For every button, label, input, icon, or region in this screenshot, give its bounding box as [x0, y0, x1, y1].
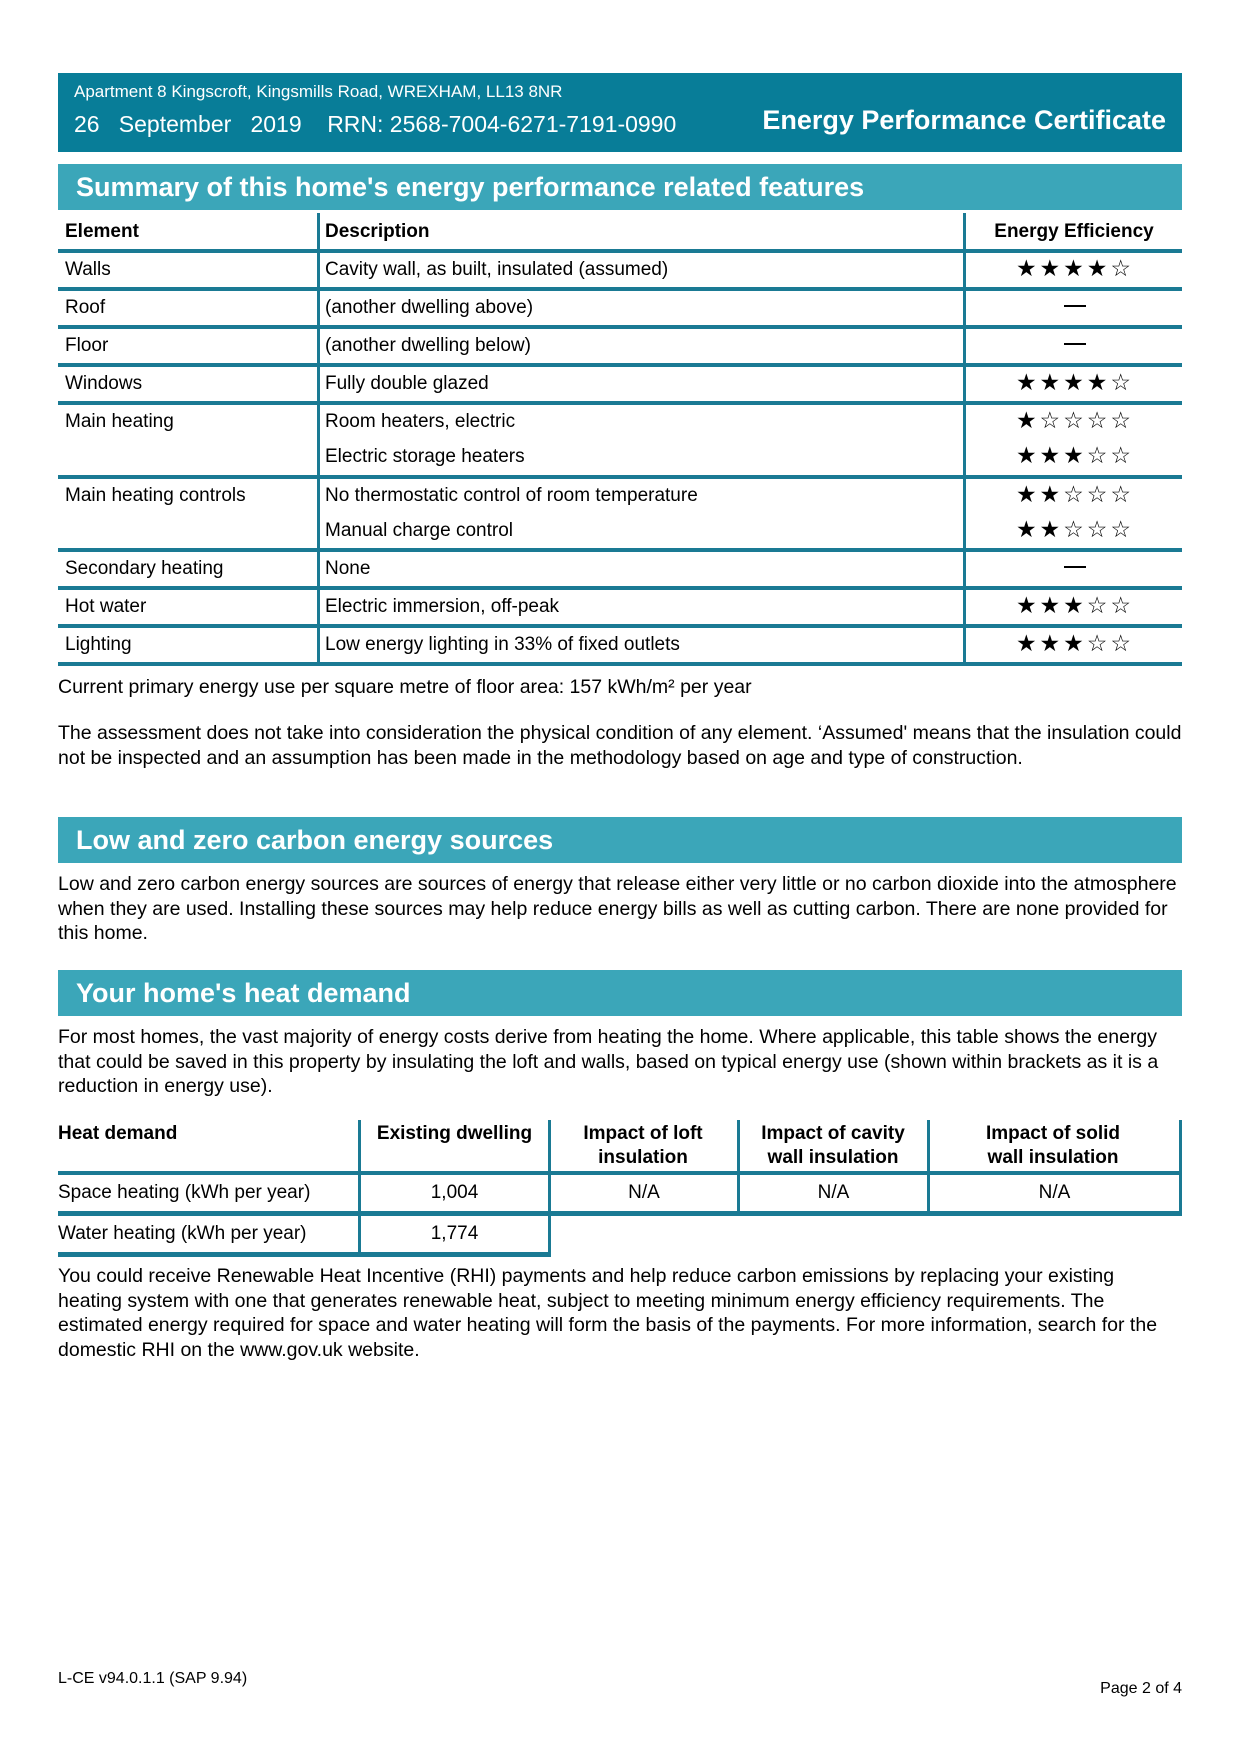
space-heating-loft: N/A: [628, 1182, 660, 1203]
element-main-heating-controls: Main heating controls: [65, 485, 246, 506]
page-number: Page 2 of 4: [1100, 1680, 1182, 1697]
rhi-text: You could receive Renewable Heat Incentive (RHI) payments and help reduce carbon emissions by replacing your existing heating system with one that generates renewable heat, subject to meeting minimum energy efficiency requirements. The estimated energy required for space and water heating will form the basis of the payments. For more information, search for the domestic RHI on the www.gov.uk website.: [58, 1265, 1158, 1361]
not-applicable-dash-icon: [1064, 343, 1086, 345]
column-header-energy-efficiency: Energy Efficiency: [994, 221, 1154, 242]
star-rating-icon: ★☆☆☆☆: [1015, 407, 1135, 433]
space-heating-solid: N/A: [1038, 1182, 1071, 1203]
row-rule: [58, 548, 1182, 552]
features-table: [58, 210, 1182, 670]
description-hot-water: Electric immersion, off-peak: [325, 596, 560, 617]
space-heating-label: Space heating (kWh per year): [58, 1182, 311, 1203]
star-rating-icon: ★★★☆☆: [1015, 630, 1135, 656]
property-address: Apartment 8 Kingscroft, Kingsmills Road, WREXHAM, LL13 8NR: [74, 82, 563, 101]
heat-demand-table: [58, 1118, 1182, 1258]
low-carbon-text: Low and zero carbon energy sources are sources of energy that release either very little or no carbon dioxide into the atmosphere when they are used. Installing these sources may help reduce energy bills as well as cutting carbon. There are none provided for this home.: [58, 873, 1177, 944]
not-applicable-dash-icon: [1064, 305, 1086, 307]
column-divider: [317, 213, 320, 665]
column-divider: [1179, 1120, 1182, 1214]
water-heating-label: Water heating (kWh per year): [58, 1223, 307, 1244]
section-heading-summary: Summary of this home's energy performance related features: [58, 164, 1182, 210]
row-rule: [58, 363, 1182, 367]
description-main-heating-controls-2: Manual charge control: [325, 520, 513, 541]
column-header-heat-demand: Heat demand: [58, 1123, 178, 1144]
row-rule: [58, 401, 1182, 405]
star-rating-icon: ★★★☆☆: [1015, 592, 1135, 618]
row-rule: [58, 586, 1182, 590]
date-day: 26: [74, 111, 100, 137]
column-header-element: Element: [65, 221, 139, 242]
document-title: Energy Performance Certificate: [762, 105, 1166, 135]
description-roof: (another dwelling above): [325, 297, 534, 318]
heat-demand-intro: For most homes, the vast majority of energy costs derive from heating the home. Where applicable, this table shows the energy that could be saved in this property by insulating the loft and walls, based on typical energy use (shown within brackets as it is a reduction in energy use).: [58, 1026, 1159, 1097]
row-rule: [58, 1211, 1182, 1216]
section-heading-low-carbon: Low and zero carbon energy sources: [58, 817, 1182, 863]
row-rule: [58, 287, 1182, 291]
element-lighting: Lighting: [65, 634, 132, 655]
date-month: September: [118, 111, 232, 137]
column-header-solid-wall-insulation: Impact of solid wall insulation: [985, 1123, 1121, 1168]
column-header-description: Description: [325, 221, 430, 242]
star-rating-icon: ★★★★☆: [1015, 255, 1135, 281]
row-rule: [58, 475, 1182, 479]
description-secondary-heating: None: [325, 558, 371, 579]
software-version: L-CE v94.0.1.1 (SAP 9.94): [58, 1670, 248, 1687]
row-rule: [58, 624, 1182, 628]
star-rating-icon: ★★★☆☆: [1015, 442, 1135, 468]
element-roof: Roof: [65, 297, 106, 318]
star-rating-icon: ★★☆☆☆: [1015, 481, 1135, 507]
element-floor: Floor: [65, 335, 109, 356]
column-header-cavity-wall-insulation: Impact of cavity wall insulation: [761, 1123, 905, 1168]
description-main-heating-1: Room heaters, electric: [325, 411, 516, 432]
element-main-heating: Main heating: [65, 411, 174, 432]
description-main-heating-2: Electric storage heaters: [325, 446, 525, 467]
row-rule: [58, 249, 1182, 253]
star-rating-icon: ★★☆☆☆: [1015, 516, 1135, 542]
certificate-header: [58, 73, 1182, 152]
assessment-note: The assessment does not take into consideration the physical condition of any element. ‘Assumed' means that the insulation could not be inspected and an assumption has been made in the methodology based on age and type of construction.: [58, 722, 1182, 769]
row-rule: [58, 1171, 1182, 1175]
description-lighting: Low energy lighting in 33% of fixed outlets: [325, 634, 680, 655]
description-windows: Fully double glazed: [325, 373, 489, 394]
star-rating-icon: ★★★★☆: [1015, 369, 1135, 395]
section-heading-heat-demand: Your home's heat demand: [58, 970, 1182, 1016]
description-walls: Cavity wall, as built, insulated (assumed): [325, 259, 669, 280]
element-secondary-heating: Secondary heating: [65, 558, 224, 579]
rrn: RRN: 2568-7004-6271-7191-0990: [327, 111, 677, 137]
description-floor: (another dwelling below): [325, 335, 531, 356]
space-heating-existing: 1,004: [430, 1182, 479, 1203]
column-header-existing-dwelling: Existing dwelling: [376, 1123, 533, 1144]
description-main-heating-controls-1: No thermostatic control of room temperature: [325, 485, 698, 506]
element-hot-water: Hot water: [65, 596, 147, 617]
date-year: 2019: [250, 111, 302, 137]
certificate-meta: [74, 111, 676, 138]
element-windows: Windows: [65, 373, 143, 394]
water-heating-existing: 1,774: [430, 1223, 479, 1244]
row-rule: [58, 1252, 551, 1257]
element-walls: Walls: [65, 259, 111, 280]
primary-energy-use: Current primary energy use per square metre of floor area: 157 kWh/m² per year: [58, 676, 752, 698]
not-applicable-dash-icon: [1064, 566, 1086, 568]
space-heating-cavity: N/A: [817, 1182, 850, 1203]
column-header-loft-insulation: Impact of loft insulation: [583, 1123, 703, 1168]
row-rule: [58, 325, 1182, 329]
row-rule: [58, 662, 1182, 666]
